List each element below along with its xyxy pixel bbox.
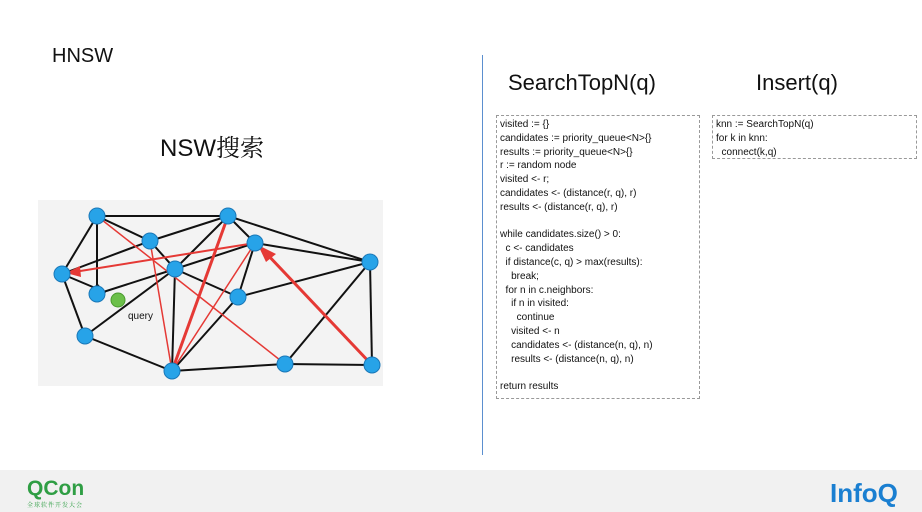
graph-edge <box>172 297 238 371</box>
infoq-logo: InfoQ <box>830 478 898 508</box>
qcon-logo-text: QCon <box>27 477 85 500</box>
graph-node <box>77 328 93 344</box>
graph-edge <box>172 269 175 371</box>
qcon-logo-subtitle: 全球软件开发大会 <box>27 503 84 509</box>
graph-edge <box>85 336 172 371</box>
search-path-edge <box>172 216 228 371</box>
graph-node <box>220 208 236 224</box>
graph-node <box>167 261 183 277</box>
graph-edges <box>62 216 372 371</box>
graph-edge <box>85 269 175 336</box>
vertical-divider <box>482 55 483 455</box>
graph-node <box>230 289 246 305</box>
graph-node <box>164 363 180 379</box>
nsw-graph-svg <box>38 200 383 386</box>
search-code-box: visited := {} candidates := priority_queue<N>{} results := priority_queue<N>{} r := random node visited <- r; candidates <- (distance(r, q), r) results <- (distance(r, q), r) while candidates.size() > 0: c <- candidates if distance(c, q) > max(results): break; for n in c.neighbors: if n in visited: continue visited <- n candidates <- (distance(n, q), n) results <- (distance(n, q), n) return results <box>496 115 700 399</box>
graph-node <box>89 286 105 302</box>
query-label: query <box>128 311 154 322</box>
graph-node <box>277 356 293 372</box>
search-title: SearchTopN(q) <box>508 70 656 95</box>
graph-node <box>247 235 263 251</box>
search-path-arrow-line <box>265 252 372 365</box>
graph-edge <box>62 216 97 274</box>
qcon-logo <box>27 478 84 509</box>
search-path-arrow-line <box>74 243 255 272</box>
insert-title: Insert(q) <box>756 70 838 95</box>
insert-code-box: knn := SearchTopN(q) for k in knn: connect(k,q) <box>712 115 917 159</box>
graph-subtitle: NSW搜索 <box>160 135 264 162</box>
graph-node <box>89 208 105 224</box>
graph-node <box>54 266 70 282</box>
graph-edge <box>97 269 175 294</box>
search-path-edges <box>62 216 372 371</box>
search-path-edge <box>172 243 255 371</box>
graph-edge <box>285 364 372 365</box>
nsw-graph <box>38 200 383 386</box>
graph-node <box>364 357 380 373</box>
graph-nodes <box>54 208 380 379</box>
slide-title: HNSW <box>52 45 114 67</box>
graph-node <box>362 254 378 270</box>
graph-node <box>142 233 158 249</box>
footer-bar <box>0 470 922 512</box>
query-node <box>111 293 125 307</box>
graph-edge <box>370 262 372 365</box>
graph-edge <box>172 364 285 371</box>
